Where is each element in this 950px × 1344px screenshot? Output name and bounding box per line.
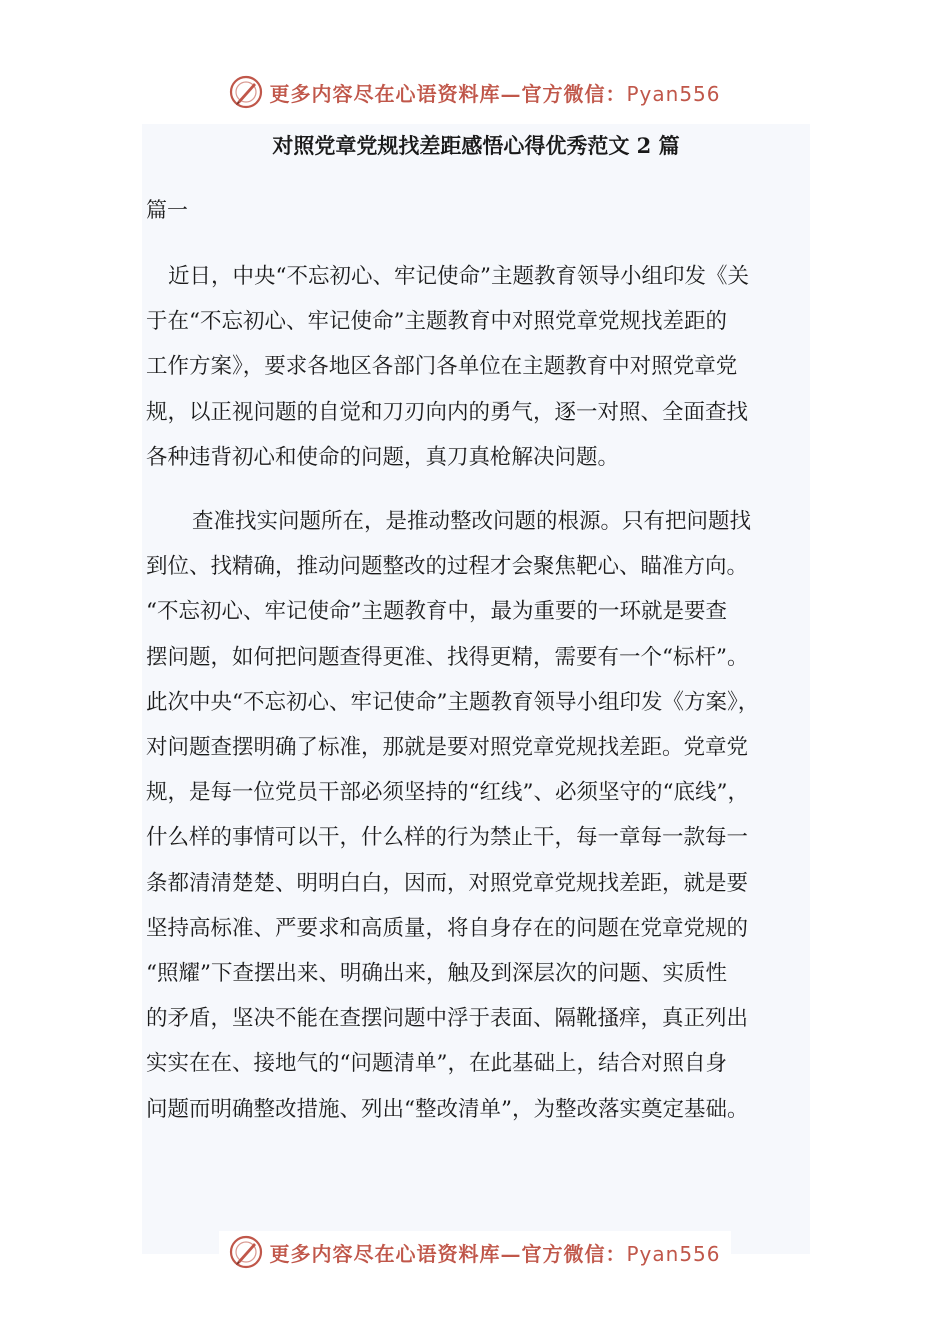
banner-wechat-id: Pyan556 xyxy=(626,1241,721,1266)
paragraph-line: “照耀”下查摆出来、明确出来，触及到深层次的问题、实质性 xyxy=(146,961,727,987)
paragraph-line: 问题而明确整改措施、列出“整改清单”，为整改落实奠定基础。 xyxy=(146,1096,749,1122)
header-banner-content[interactable] xyxy=(219,71,730,113)
header-banner-text xyxy=(269,78,720,107)
document-title: 对照党章党规找差距感悟心得优秀范文 2 篇 xyxy=(272,133,680,158)
footer-banner-content[interactable] xyxy=(219,1231,730,1273)
paragraph-line: 什么样的事情可以干，什么样的行为禁止干，每一章每一款每一 xyxy=(146,825,749,851)
banner-slogan: 更多内容尽在心语资料库—官方微信： xyxy=(269,81,627,106)
header-banner xyxy=(0,68,950,116)
paragraph-line: 于在“不忘初心、牢记使命”主题教育中对照党章党规找差距的 xyxy=(146,309,727,335)
footer-banner xyxy=(0,1228,950,1276)
paragraph-line: 工作方案》，要求各地区各部门各单位在主题教育中对照党章党 xyxy=(146,354,738,380)
paragraph-line: 规，是每一位党员干部必须坚持的“红线”、必须坚守的“底线”， xyxy=(146,780,749,806)
paragraph-line: 近日，中央“不忘初心、牢记使命”主题教育领导小组印发《关 xyxy=(168,264,749,289)
paragraph-line: 各种违背初心和使命的问题，真刀真枪解决问题。 xyxy=(146,444,620,470)
paragraph-line: 对问题查摆明确了标准，那就是要对照党章党规找差距。党章党 xyxy=(146,735,749,761)
paragraph-line: 条都清清楚楚、明明白白，因而，对照党章党规找差距，就是要 xyxy=(146,870,749,896)
banner-wechat-id: Pyan556 xyxy=(626,81,721,106)
quill-pen-seal-icon xyxy=(229,75,263,109)
quill-pen-seal-icon xyxy=(229,1235,263,1269)
paragraph-line: 实实在在、接地气的“问题清单”，在此基础上，结合对照自身 xyxy=(146,1051,727,1077)
paragraph-line: 坚持高标准、严要求和高质量，将自身存在的问题在党章党规的 xyxy=(146,915,749,941)
paragraph-line: 规，以正视问题的自觉和刀刃向内的勇气，逐一对照、全面查找 xyxy=(146,399,749,425)
footer-banner-text xyxy=(269,1238,720,1267)
paragraph-line: 查准找实问题所在，是推动整改问题的根源。只有把问题找 xyxy=(192,509,752,534)
paragraph-1 xyxy=(146,254,749,480)
banner-slogan: 更多内容尽在心语资料库—官方微信： xyxy=(269,1241,627,1266)
paragraph-line: 的矛盾，坚决不能在查摆问题中浮于表面、隔靴搔痒，真正列出 xyxy=(146,1006,749,1032)
paragraph-line: 到位、找精确，推动问题整改的过程才会聚焦靶心、瞄准方向。 xyxy=(146,554,749,580)
paragraph-line: 此次中央“不忘初心、牢记使命”主题教育领导小组印发《方案》， xyxy=(146,689,760,715)
paragraph-line: 摆问题，如何把问题查得更准、找得更精，需要有一个“标杆”。 xyxy=(146,644,749,670)
paragraph-2 xyxy=(146,499,759,1132)
section-label: 篇一 xyxy=(146,198,188,222)
paragraph-line: “不忘初心、牢记使命”主题教育中，最为重要的一环就是要查 xyxy=(146,599,727,625)
